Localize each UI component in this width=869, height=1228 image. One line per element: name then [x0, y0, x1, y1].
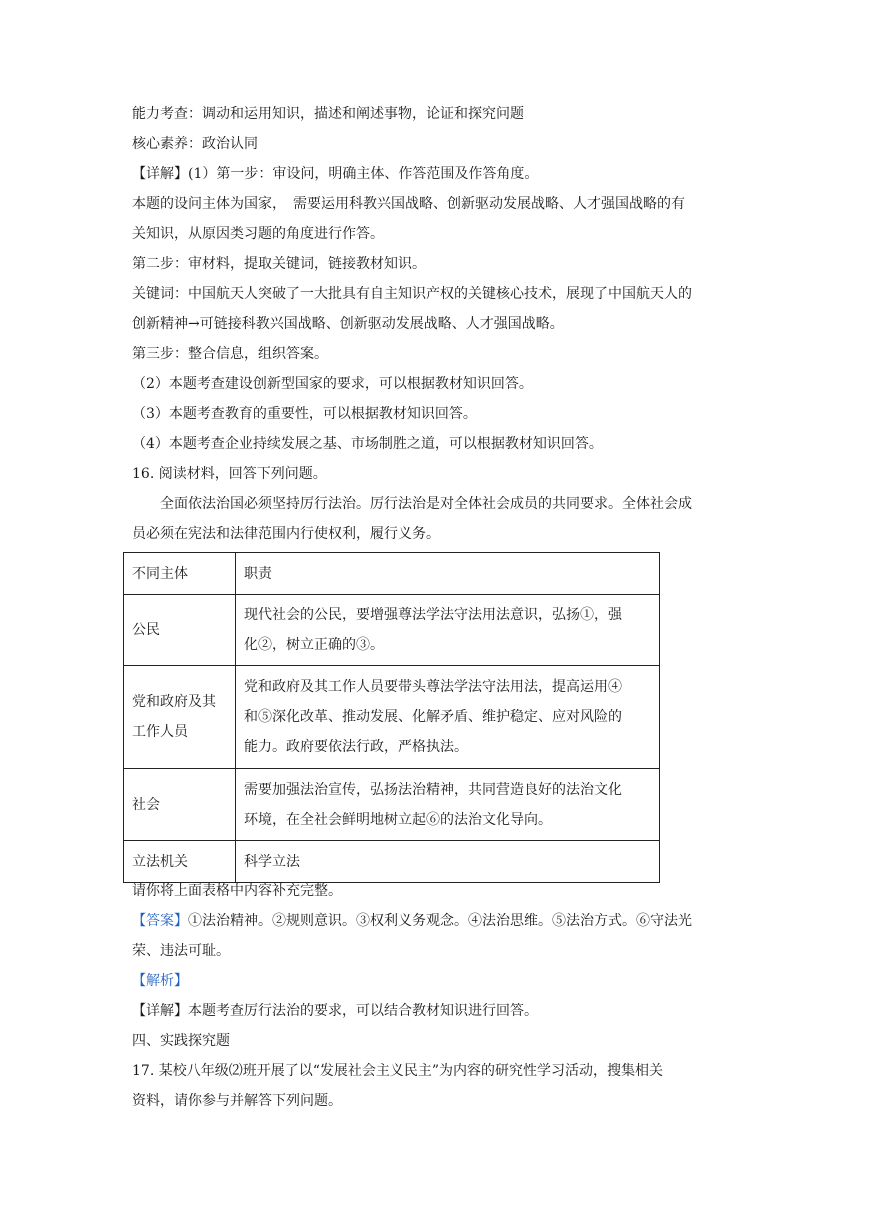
material-text: 员必须在宪法和法律范围内行使权利，履行义务。	[132, 526, 440, 542]
question-17-cont: 资料，请你参与并解答下列问题。	[132, 1093, 342, 1109]
literacy-line: 核心素养：政治认同	[132, 136, 258, 152]
ability-line: 能力考查：调动和运用知识，描述和阐述事物，论证和探究问题	[132, 106, 524, 122]
text-line: 本题的设问主体为国家， 需要运用科教兴国战略、创新驱动发展战略、人才强国战略的有	[132, 196, 685, 212]
detail-line: 【详解】本题考查厉行法治的要求，可以结合教材知识进行回答。	[132, 1003, 538, 1019]
answer-line: 荣、违法可耻。	[132, 943, 230, 959]
duty-cell: 科学立法	[236, 841, 660, 883]
step2-line: 第二步：审材料，提取关键词，链接教材知识。	[132, 256, 426, 272]
text-line: 创新精神→可链接科教兴国战略、创新驱动发展战略、人才强国战略。	[132, 316, 564, 332]
text-line: 关知识，从原因类习题的角度进行作答。	[132, 226, 384, 242]
subject-cell: 立法机关	[124, 841, 236, 883]
duty-cell: 需要加强法治宣传，弘扬法治精神，共同营造良好的法治文化 环境，在全社会鲜明地树立起⑥的法治文化导向。	[236, 769, 660, 841]
duty-cell: 党和政府及其工作人员要带头尊法学法守法用法，提高运用④ 和⑤深化改革、推动发展、化解矛盾、维护稳定、应对风险的 能力。政府要依法行政，严格执法。	[236, 666, 660, 769]
answer-4-line: （4）本题考查企业持续发展之基、市场制胜之道，可以根据教材知识回答。	[132, 436, 603, 452]
section-title: 四、实践探究题	[132, 1033, 230, 1049]
instruction-line: 请你将上面表格中内容补充完整。	[132, 883, 342, 899]
answer-3-line: （3）本题考查教育的重要性，可以根据教材知识回答。	[132, 406, 477, 422]
duty-cell: 现代社会的公民，要增强尊法学法守法用法意识，弘扬①，强 化②，树立正确的③。	[236, 595, 660, 666]
table-row	[124, 666, 660, 769]
table-header-row	[124, 553, 660, 595]
duty-table	[123, 552, 660, 883]
answer-text: ①法治精神。②规则意识。③权利义务观念。④法治思维。⑤法治方式。⑥守法光	[188, 913, 692, 929]
subject-cell: 社会	[124, 769, 236, 841]
question-16: 16. 阅读材料，回答下列问题。	[132, 466, 327, 482]
material-text: 全面依法治国必须坚持厉行法治。厉行法治是对全体社会成员的共同要求。全体社会成	[160, 496, 692, 512]
answer-tag: 【答案】	[132, 913, 188, 929]
answer-line	[132, 911, 692, 931]
table-row	[124, 769, 660, 841]
step3-line: 第三步：整合信息，组织答案。	[132, 346, 328, 362]
subject-cell: 党和政府及其 工作人员	[124, 666, 236, 769]
keyword-line: 关键词：中国航天人突破了一大批具有自主知识产权的关键核心技术，展现了中国航天人的	[132, 286, 692, 302]
table-row	[124, 595, 660, 666]
header-cell: 职责	[236, 553, 660, 595]
analysis-tag: 【解析】	[132, 973, 188, 989]
question-17: 17. 某校八年级⑵班开展了以“发展社会主义民主”为内容的研究性学习活动，搜集相关	[132, 1063, 664, 1079]
table-row	[124, 841, 660, 883]
answer-2-line: （2）本题考查建设创新型国家的要求，可以根据教材知识回答。	[132, 376, 533, 392]
subject-cell: 公民	[124, 595, 236, 666]
header-cell: 不同主体	[124, 553, 236, 595]
detail-step1: 【详解】(1）第一步：审设问，明确主体、作答范围及作答角度。	[132, 166, 539, 182]
